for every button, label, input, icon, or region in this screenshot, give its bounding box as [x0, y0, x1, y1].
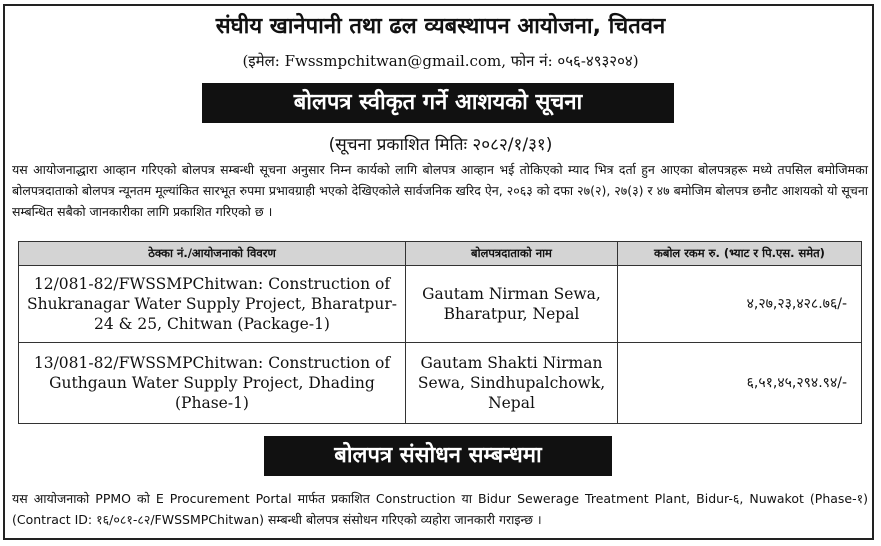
- bidder-cell: Gautam Nirman Sewa, Bharatpur, Nepal: [406, 266, 618, 343]
- amendment-banner: बोलपत्र संसोधन सम्बन्धमा: [264, 436, 612, 476]
- table-header-row: [19, 242, 862, 266]
- notice-title: संघीय खानेपानी तथा ढल व्यबस्थापन आयोजना, चितवन: [215, 14, 666, 39]
- header-contract: ठेक्का नं./आयोजनाको विवरण: [19, 242, 406, 266]
- amendment-paragraph: यस आयोजनाको PPMO को E Procurement Portal मार्फत प्रकाशित Construction या Bidur Sewerage Treatment Plant, Bidur-६, Nuwakot (Phase-१) (Contract ID: १६/०८१-८२/FWSSMPChitwan) सम्बन्धी बोलपत्र संसोधन गरिएको व्यहोरा जानकारी गराइन्छ ।: [12, 491, 868, 527]
- table-row: [19, 343, 862, 424]
- intro-paragraph: यस आयोजनाद्धारा आव्हान गरिएको बोलपत्र सम्बन्धी सूचना अनुसार निम्न कार्यको लागि बोलपत्र आव्हान भई तोकिएको म्याद भित्र दर्ता हुन आएका बोलपत्रहरू मध्ये तपसिल बमोजिमका बोलपत्रदाताको बोलपत्र न्यूनतम मूल्यांकित सारभूत रुपमा प्रभावग्राही भएको देखिएकोले सार्वजनिक खरिद ऐन, २०६३ को दफा २७(२), २७(३) र ४७ बमोजिम बोलपत्र छनौट आशयको यो सूचना सम्बन्धित सबैको जानकारीका लागि प्रकाशित गरिएको छ ।: [12, 162, 868, 219]
- contact-line: (इमेल: Fwssmpchitwan@gmail.com, फोन नं: ०५६-४९३२०४): [242, 52, 639, 70]
- table-row: [19, 266, 862, 343]
- published-date: (सूचना प्रकाशित मितिः २०८२/१/३१): [328, 135, 553, 155]
- amount-cell: ४,२७,२३,४२८.७६/-: [618, 266, 862, 343]
- contract-cell: 12/081-82/FWSSMPChitwan: Construction of Shukranagar Water Supply Project, Bharatpur-24 & 25, Chitwan (Package-1): [19, 266, 406, 343]
- bidder-cell: Gautam Shakti Nirman Sewa, Sindhupalchowk, Nepal: [406, 343, 618, 424]
- amount-cell: ६,५१,४५,२९४.९४/-: [618, 343, 862, 424]
- notice-banner: बोलपत्र स्वीकृत गर्ने आशयको सूचना: [202, 83, 674, 123]
- header-bidder: बोलपत्रदाताको नाम: [406, 242, 618, 266]
- contract-cell: 13/081-82/FWSSMPChitwan: Construction of Guthgaun Water Supply Project, Dhading (Phase-1): [19, 343, 406, 424]
- award-table: [18, 241, 862, 424]
- header-amount: कबोल रकम रु. (भ्याट र पि.एस. समेत): [618, 242, 862, 266]
